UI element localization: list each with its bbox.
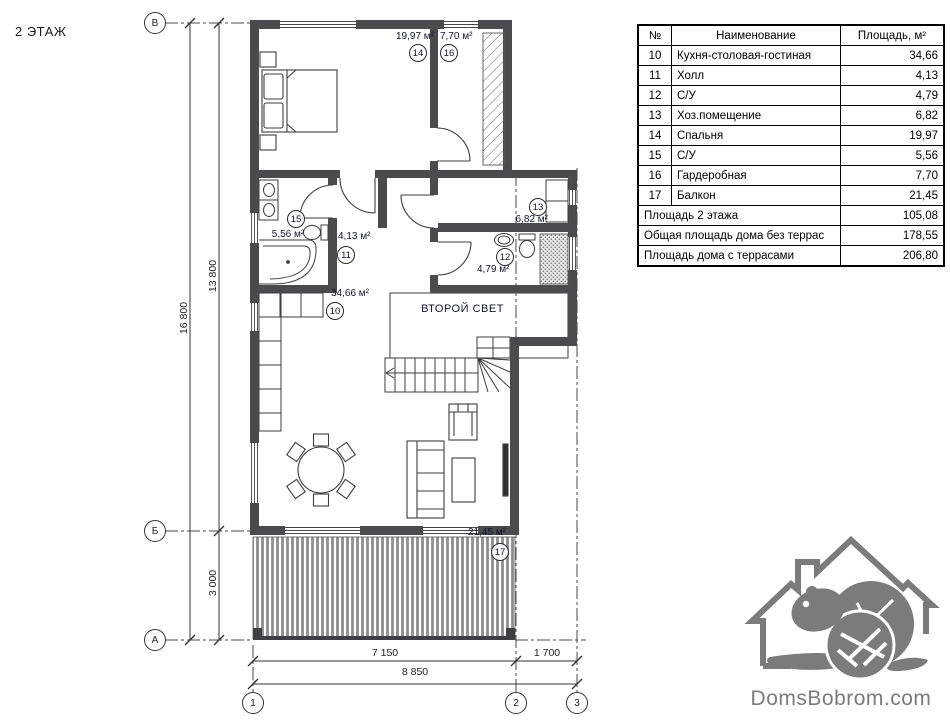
- cell-name: Хоз.помещение: [672, 106, 841, 126]
- cell-name: С/У: [672, 146, 841, 166]
- logo-text: DomsBobrom.com: [750, 687, 932, 710]
- table-row: [638, 46, 944, 66]
- living-furniture: [287, 404, 508, 518]
- summary-label: Общая площадь дома без террас: [638, 226, 841, 246]
- room-area-15: 5,56 м²: [271, 229, 305, 240]
- summary-label: Площадь 2 этажа: [638, 206, 841, 226]
- cell-name: Балкон: [672, 186, 841, 206]
- builtins: [483, 33, 568, 284]
- room-number-11: 11: [337, 246, 355, 264]
- room-number-16: 16: [440, 44, 458, 62]
- table-row: [638, 106, 944, 126]
- table-row: [638, 126, 944, 146]
- room-area-16: 7,70 м²: [440, 31, 473, 42]
- room-area-11: 4,13 м²: [338, 231, 371, 242]
- cell-name: Холл: [672, 66, 841, 86]
- logo-image: [735, 528, 945, 688]
- dim-horizontal-right: 1 700: [533, 647, 561, 659]
- table-row: [638, 86, 944, 106]
- cell-area: 4,13: [841, 66, 945, 86]
- header-name: Наименование: [672, 25, 841, 46]
- page-title: 2 ЭТАЖ: [15, 24, 67, 39]
- cell-area: 6,82: [841, 106, 945, 126]
- bedroom-furniture: [260, 52, 337, 150]
- cell-area: 21,45: [841, 186, 945, 206]
- cell-name: С/У: [672, 86, 841, 106]
- table-row: [638, 146, 944, 166]
- room-area-14: 19,97 м²: [395, 31, 434, 42]
- balcony-deck: [253, 537, 515, 640]
- cell-area: 19,97: [841, 126, 945, 146]
- header-num: №: [638, 25, 672, 46]
- table-row: [638, 66, 944, 86]
- dim-horizontal-total: 8 850: [401, 666, 429, 678]
- cell-num: 13: [638, 106, 672, 126]
- axis-row-v: В: [144, 12, 166, 34]
- room-area-10: 34,66 м²: [331, 288, 370, 299]
- cell-num: 12: [638, 86, 672, 106]
- header-area: Площадь, м²: [841, 25, 945, 46]
- summary-value: 105,08: [841, 206, 945, 226]
- summary-value: 178,55: [841, 226, 945, 246]
- dim-vertical-upper: 13 800: [207, 259, 219, 293]
- cell-area: 5,56: [841, 146, 945, 166]
- table-row: [638, 186, 944, 206]
- dim-vertical-lower: 3 000: [207, 569, 219, 597]
- table-header-row: [638, 25, 944, 46]
- cell-num: 16: [638, 166, 672, 186]
- axis-col-1: 1: [242, 692, 264, 714]
- room-number-12: 12: [496, 248, 514, 266]
- room-number-13: 13: [529, 198, 547, 216]
- void-label: ВТОРОЙ СВЕТ: [421, 303, 504, 315]
- summary-row: [638, 226, 944, 246]
- kitchen-counters: [259, 293, 323, 431]
- room-number-14: 14: [409, 44, 427, 62]
- cell-num: 11: [638, 66, 672, 86]
- room-area-13: 6,82 м²: [515, 214, 548, 225]
- summary-row: [638, 246, 944, 267]
- room-area-12: 4,79 м²: [477, 264, 510, 275]
- cell-area: 4,79: [841, 86, 945, 106]
- cell-name: Кухня-столовая-гостиная: [672, 46, 841, 66]
- axis-row-a: А: [144, 629, 166, 651]
- cell-area: 34,66: [841, 46, 945, 66]
- dim-vertical-total: 16 800: [178, 301, 190, 335]
- room-number-10: 10: [326, 302, 344, 320]
- summary-label: Площадь дома с террасами: [638, 246, 841, 267]
- cell-num: 14: [638, 126, 672, 146]
- dim-horizontal-left: 7 150: [371, 647, 399, 659]
- axis-row-b: Б: [144, 520, 166, 542]
- room-number-15: 15: [287, 210, 305, 228]
- axis-col-3: 3: [566, 692, 588, 714]
- cell-name: Спальня: [672, 126, 841, 146]
- cell-name: Гардеробная: [672, 166, 841, 186]
- cell-num: 10: [638, 46, 672, 66]
- logo-beaver-icon: [767, 581, 928, 679]
- room-area-17: 21,45 м²: [468, 527, 507, 538]
- cell-num: 17: [638, 186, 672, 206]
- areas-table: [637, 24, 945, 267]
- summary-row: [638, 206, 944, 226]
- cell-area: 7,70: [841, 166, 945, 186]
- axis-col-2: 2: [505, 692, 527, 714]
- summary-value: 206,80: [841, 246, 945, 267]
- room-number-17: 17: [491, 543, 509, 561]
- table-row: [638, 166, 944, 186]
- cell-num: 15: [638, 146, 672, 166]
